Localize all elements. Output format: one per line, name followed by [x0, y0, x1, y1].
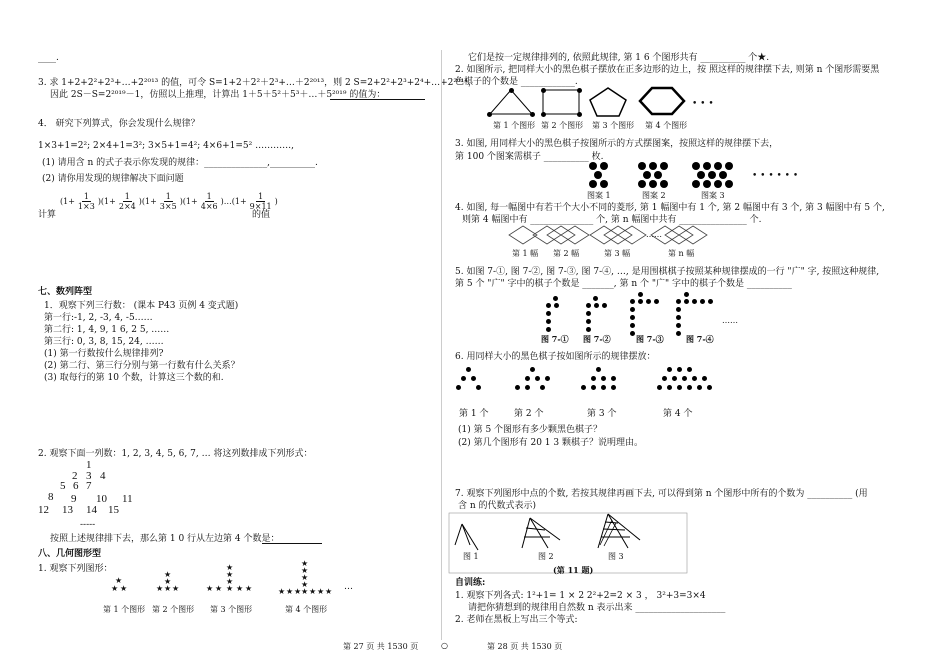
tri-num: 7: [86, 480, 92, 492]
tri-label-2: 第 2 个: [514, 409, 544, 419]
rhombus-label-1: 第 1 幅: [512, 249, 539, 258]
poly-label-4: 第 4 个图形: [645, 121, 688, 130]
self-train-1: 1. 观察下列各式: 1²+1= 1 × 2 2²+2=2 × 3 ， 3²+3=3×4: [455, 591, 706, 601]
poly-dots: • • •: [692, 99, 714, 109]
star-dots: …: [344, 582, 353, 592]
footer-separator: ○: [441, 641, 448, 650]
tri-num: 6: [73, 480, 79, 492]
r5-line2: 第 5 个 "广" 字中的棋子个数是 _______, 第 n 个 "广" 字中的棋子个数是 __________: [455, 279, 792, 289]
top-blank: ____.: [38, 53, 59, 63]
poly-label-2: 第 2 个图形: [541, 121, 584, 130]
tri-num: 4: [100, 470, 106, 482]
fraction-1: $\frac{1}{1\times 3}$: [77, 192, 95, 211]
frac-close: ): [274, 197, 278, 206]
rhombus-dots: ……: [646, 230, 662, 239]
poly-label-1: 第 1 个图形: [493, 121, 536, 130]
s7-row3: 第三行: 0, 3, 8, 15, 24, ……: [44, 337, 164, 347]
q2-tail: 按照上述规律排下去，那么第 1 0 行从左边第 4 个数是：: [50, 534, 280, 544]
section-7-title: 七、数列阵型: [38, 287, 93, 297]
web-label-3: 图 3: [608, 552, 624, 561]
star-label-2: 第 2 个图形: [152, 605, 195, 614]
tri-num: 11: [122, 493, 133, 505]
r6-ask2: (2) 第几个图形有 20 1 3 颗棋子？说明理由。: [458, 438, 643, 448]
pattern-dots: • • • • • •: [752, 171, 799, 181]
q4-calc-label: 计算: [38, 210, 57, 220]
tri-num: 3: [86, 470, 92, 482]
r7-line2: 含 n 的代数式表示): [458, 501, 537, 511]
tri-num: 5: [60, 480, 66, 492]
footer-right-page: 第 28 页 共 1530 页: [487, 642, 563, 651]
pattern-label-2: 图案 2: [642, 191, 666, 200]
tri-num: 2: [72, 470, 78, 482]
fraction-5: $\frac{1}{9\times 11}$: [249, 192, 272, 211]
q4-equations: 1×3+1=2²; 2×4+1=3²; 3×5+1=4²; 4×6+1=5² …………,: [38, 141, 294, 151]
tri-label-4: 第 4 个: [663, 409, 693, 419]
tri-label-1: 第 1 个: [459, 409, 489, 419]
tri-num: 9: [71, 493, 77, 505]
star-label-3: 第 3 个图形: [210, 605, 253, 614]
r3-line2: 第 100 个图案需棋子 __________ 枚.: [455, 152, 604, 162]
s7-row2: 第二行: 1, 4, 9, 1 6, 2 5, ……: [44, 325, 170, 335]
s7-row1: 第一行:-1, 2, -3, 4, -5……: [44, 313, 153, 323]
q2-title: 2. 观察下面一列数：1, 2, 3, 4, 5, 6, 7, … 将这列数排成下列形式：: [38, 449, 313, 459]
fraction-4: $\frac{1}{4\times 6}$: [200, 192, 218, 211]
star-label-4: 第 4 个图形: [285, 605, 328, 614]
star-label-1: 第 1 个图形: [103, 605, 146, 614]
tri-label-3: 第 3 个: [587, 409, 617, 419]
pattern-label-3: 图案 3: [701, 191, 725, 200]
frac-pre: )(1+: [179, 197, 198, 206]
tri-dots: -----: [80, 520, 96, 530]
r2-line2: 色棋子的个数是 ____________.: [455, 77, 578, 87]
footer-left-page: 第 27 页 共 1530 页: [343, 642, 419, 651]
r3-line1: 3. 如图, 用同样大小的黑色棋子按图所示的方式摆图案，按照这样的规律摆下去，: [455, 139, 779, 149]
frac-pre: (1+: [60, 197, 75, 206]
guang-label-3: 图 7-③: [636, 334, 664, 344]
q4-part2: (2) 请你用发现的规律解决下面问题: [42, 174, 184, 184]
rhombus-label-2: 第 2 幅: [553, 249, 580, 258]
poly-label-3: 第 3 个图形: [592, 121, 635, 130]
s7-ask3: (3) 取每行的第 10 个数，计算这三个数的和.: [44, 373, 224, 383]
r1: 它们是按一定规律排列的, 依照此规律, 第 1 6 个图形共有 __________ 个★.: [468, 53, 770, 63]
web-caption: (第 11 题): [553, 565, 594, 575]
s8-q1: 1. 观察下列图形：: [38, 564, 113, 574]
q3-line1: 3. 求 1+2+2²+2³+…+2²⁰¹³ 的值，可令 S=1+2＋2²＋2³+…＋2²⁰¹³，则 2 S=2+2²+2³+2⁴+…+2²⁰¹⁴，: [38, 78, 477, 88]
document-page: ____. 3. 求 1+2+2²+2³+…+2²⁰¹³ 的值，可令 S=1+2＋2²＋2³+…＋2²⁰¹³，则 2 S=2+2²+2³+2⁴+…+2²⁰¹⁴， 因此 2S－S=2²⁰¹⁹－1，仿照以上推理，计算出 1＋5＋5²＋5³＋…＋5²⁰¹⁹ 的值为： 4． 研究下列算式，你会发现什么规律？ 1×3+1=2²; 2×4+1=3²; 3×5+1=4²; 4×6+1=5² …………, (1) 请用含 n 的式子表示你发现的规律：______________,__________. (2) 请你用发现的规律解决下面问题 计算 (1+ $\frac{1}{1\times 3}$ )(1+ $\frac{1}{2\times 4}$ )(1+ $\frac{1}{3\times 5}$ )(1+ $\frac{1}{4\times 6}$ )…(1+ $\frac{1}{9\times 11}$ ) 的值 七、数列阵型 1．观察下列三行数： (课本 P43 页例 4 变式题) 第一行:-1, 2, -3, 4, -5…… 第二行: 1, 4, 9, 1 6, 2 5, …… 第三行: 0, 3, 8, 15, 24, …… (1) 第一行数按什么规律排列? (2) 第二行、第三行分别与第一行数有什么关系？ (3) 取每行的第 10 个数，计算这三个数的和. 2. 观察下面一列数：1, 2, 3, 4, 5, 6, 7, … 将这列数排成下列形式： 1 2 3 4 5 6 7 8 9 10 11 12 13 14 15 ----- 按照上述规律排下去，那么第 1 0 行从左边第 4 个数是： 八、几何图形型 1. 观察下列图形： ★ ★ ★ ★ ★ ★ ★ ★ ★ ★ ★ ★ ★ ★ ★ ★ ★ ★ ★ ★ ★ ★ ★ ★ ★ ★ ★ … 第 1 个图形 第 2 个图形 第 3 个图形 第 4 个图形 它们是按一定规律排列的, 依照此规律, 第 1 6 个图形共有 __________ 个★. 2. 如图所示, 把同样大小的黑色棋子摆放在正多边形的边上，按 照这样的规律摆下去, 则第 n 个图形需要黑 色棋子的个数是 ____________. • • • 第 1 个图形 第 2 个图形 第 3 个图形 第 4 个图形 3. 如图, 用同样大小的黑色棋子按图所示的方式摆图案，按照这样的规律摆下去， 第 100 个图案需棋子 __________ 枚. • • • • • • 图案 1 图案 2 图案 3 4. 如图, 每一幅图中有若干个大小不同的菱形, 第 1 幅图中有 1 个, 第 2 幅图中有 3 个, 第 3 幅图中有 5 个, 则第 4 幅图中有 ______________ 个, 第 n 幅图中共有 _______________ 个. …… 第 1 幅 第 2 幅 第 3 幅 第 n 幅 5. 如图 7-①, 图 7-②, 图 7-③, 图 7-④, …, 是用围棋棋子按照某种规律摆成的一行 "广" 字, 按照这种规律, 第 5 个 "广" 字中的棋子个数是 _______, 第 n 个 "广" 字中的棋子个数是 __________ …… 图 7-① 图 7-② 图 7-③ 图 7-④ 6. 用同样大小的黑色棋子按如图所示的规律摆放： 第 1 个 第 2 个 第 3 个 第 4 个 (1) 第 5 个图形有多少颗黑色棋子？ (2) 第几个图形有 20 1 3 颗棋子？说明理由。 7. 观察下列图形中点的个数, 若按其规律再画下去, 可以得到第 n 个图形中所有的个数为 __________ (用 含 n 的代数式表示) 图 1 图 2 图 3 (第 11 题) 自训练: 1. 观察下列各式: 1²+1= 1 × 2 2²+2=2 × 3 ， 3²+3=3×4 请把你猜想到的规律用自然数 n 表示出来 ____________________ 2. 老师在黑板上写出三个等式: 第 27 页 共 1530 页 ○ 第 28 页 共 1530 页: [0, 0, 950, 672]
self-train-title: 自训练:: [455, 578, 486, 588]
r4-line1: 4. 如图, 每一幅图中有若干个大小不同的菱形, 第 1 幅图中有 1 个, 第 2 幅图中有 3 个, 第 3 幅图中有 5 个,: [455, 203, 885, 213]
guang-dots: ……: [722, 316, 738, 325]
s7-ask2: (2) 第二行、第三行分别与第一行数有什么关系？: [44, 361, 240, 371]
r6: 6. 用同样大小的黑色棋子按如图所示的规律摆放：: [455, 352, 656, 362]
web-label-1: 图 1: [463, 552, 479, 561]
guang-label-2: 图 7-②: [583, 334, 611, 344]
fraction-2: $\frac{1}{2\times 4}$: [118, 192, 136, 211]
tri-num: 13: [62, 504, 73, 516]
q4-title: 4． 研究下列算式，你会发现什么规律？: [38, 119, 200, 129]
pattern-label-1: 图案 1: [587, 191, 611, 200]
guang-label-1: 图 7-①: [541, 334, 569, 344]
fraction-3: $\frac{1}{3\times 5}$: [159, 192, 177, 211]
q4-part1: (1) 请用含 n 的式子表示你发现的规律：______________,__________.: [42, 158, 318, 168]
r6-ask1: (1) 第 5 个图形有多少颗黑色棋子？: [458, 425, 603, 435]
tri-num: 12: [38, 504, 49, 516]
s7-q1: 1．观察下列三行数： (课本 P43 页例 4 变式题): [44, 301, 239, 311]
rhombus-label-3: 第 3 幅: [604, 249, 631, 258]
frac-pre: )…(1+: [220, 197, 247, 206]
section-8-title: 八、几何图形型: [38, 549, 102, 559]
r5-line1: 5. 如图 7-①, 图 7-②, 图 7-③, 图 7-④, …, 是用围棋棋子按照某种规律摆成的一行 "广" 字, 按照这种规律,: [455, 267, 880, 277]
self-train-1b: 请把你猜想到的规律用自然数 n 表示出来 ____________________: [468, 603, 726, 613]
r7-line1: 7. 观察下列图形中点的个数, 若按其规律再画下去, 可以得到第 n 个图形中所有的个数为 __________ (用: [455, 489, 868, 499]
web-label-2: 图 2: [538, 552, 554, 561]
guang-label-4: 图 7-④: [686, 334, 714, 344]
q4-tail: 的值: [252, 210, 271, 220]
tri-num: 14: [86, 504, 97, 516]
q3-line2: 因此 2S－S=2²⁰¹⁹－1，仿照以上推理，计算出 1＋5＋5²＋5³＋…＋5²⁰¹⁹ 的值为：: [50, 90, 386, 100]
r2-line1: 2. 如图所示, 把同样大小的黑色棋子摆放在正多边形的边上，按 照这样的规律摆下去, 则第 n 个图形需要黑: [455, 65, 880, 75]
tri-num: 15: [108, 504, 119, 516]
r4-line2: 则第 4 幅图中有 ______________ 个, 第 n 幅图中共有 _______________ 个.: [462, 215, 762, 225]
tri-num: 10: [96, 493, 107, 505]
tri-num: 8: [48, 491, 54, 503]
rhombus-label-4: 第 n 幅: [668, 249, 695, 258]
tri-num: 1: [86, 459, 92, 471]
s7-ask1: (1) 第一行数按什么规律排列?: [44, 349, 164, 359]
frac-pre: )(1+: [97, 197, 116, 206]
self-train-2: 2. 老师在黑板上写出三个等式:: [455, 615, 578, 625]
frac-pre: )(1+: [138, 197, 157, 206]
